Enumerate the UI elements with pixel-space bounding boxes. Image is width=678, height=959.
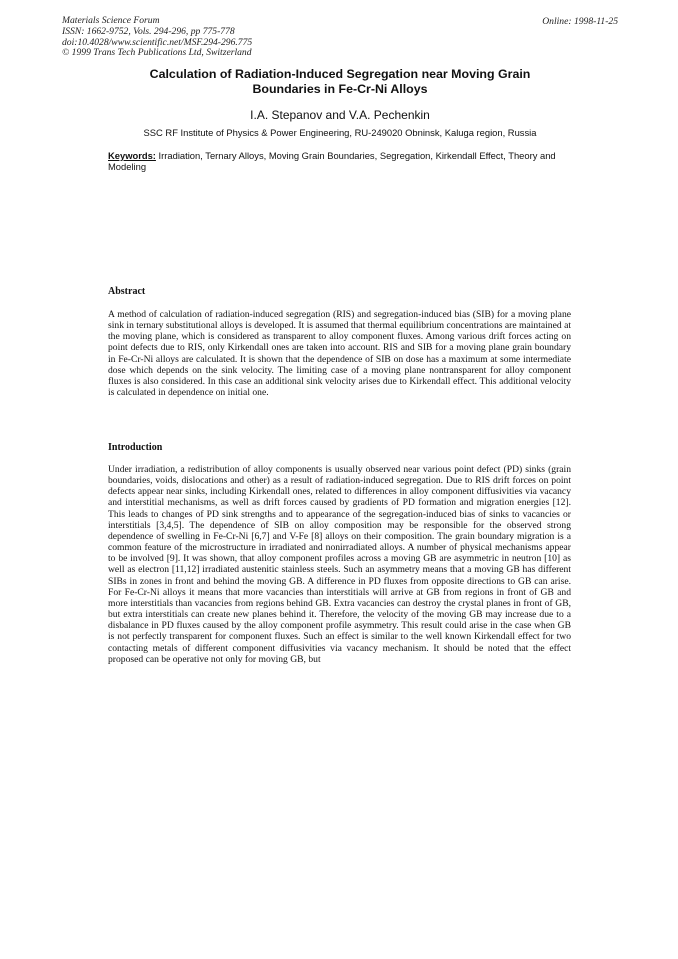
keywords-block [108, 150, 568, 172]
affiliation: SSC RF Institute of Physics & Power Engineering, RU-249020 Obninsk, Kaluga region, Russia [143, 127, 537, 138]
copyright-line: © 1999 Trans Tech Publications Ltd, Switzerland [62, 47, 252, 59]
online-date: Online: 1998-11-25 [542, 16, 618, 27]
paper-title [90, 67, 590, 96]
authors: I.A. Stepanov and V.A. Pechenkin [250, 108, 430, 122]
doi-line: doi:10.4028/www.scientific.net/MSF.294-296.775 [62, 36, 253, 48]
issn-line: ISSN: 1662-9752, Vols. 294-296, pp 775-778 [62, 25, 235, 37]
title-line-2: Boundaries in Fe-Cr-Ni Alloys [252, 81, 428, 96]
keywords-list: Irradiation, Ternary Alloys, Moving Grain Boundaries, Segregation, Kirkendall Effect, Theory and Modeling [108, 150, 556, 172]
keywords-label: Keywords: [108, 150, 156, 161]
introduction-text: Under irradiation, a redistribution of alloy components is usually observed near various point defect (PD) sinks (grain boundaries, voids, dislocations and other) as a result of radiation-induced segregation. Due to RIS drift forces on point defects appear near sinks, including Kirkendall ones, related to differences in alloy component diffusivities via vacancy and interstitial mechanisms, as well as drift forces caused by gradients of PD formation and migration energies [12]. This leads to changes of PD sink strengths and to appearance of the segregation-induced bias of sinks to vacancies or interstitials [3,4,5]. The dependence of SIB on alloy composition may be responsible for the observed strong dependence of swelling in Fe-Cr-Ni [6,7] and V-Fe [8] alloys on their composition. The grain boundary migration is a common feature of the microstructure in irradiated and nonirradiated alloys. A number of physical mechanisms appear to be involved [9]. It was shown, that alloy component profiles across a moving GB are asymmetric in neutron [10] as well as electron [11,12] irradiated austenitic stainless steels. Such an asymmetry means that a moving GB has different SIBs in zones in front and behind the moving GB. A difference in PD fluxes from opposite directions to GB can arise. For Fe-Cr-Ni alloys it means that more vacancies than interstitials will arrive at GB from regions in front of GB and more interstitials than vacancies from regions behind GB. Extra vacancies can destroy the crystal planes in front of GB, but extra interstitials can create new planes behind it. Therefore, the velocity of the moving GB may increase due to a disbalance in PD fluxes caused by the alloy component profile asymmetry. This result could arise in the case when GB is not perfectly transparent for component fluxes. Such an effect is similar to the well known Kirkendall effect for two contacting metals of different component diffusivities via vacancy mechanism. It should be noted that the effect proposed can be operative not only for moving GB, but [108, 464, 571, 665]
journal-name: Materials Science Forum [62, 15, 160, 26]
title-line-1: Calculation of Radiation-Induced Segregation near Moving Grain [149, 67, 531, 81]
introduction-heading: Introduction [108, 442, 163, 453]
abstract-text: A method of calculation of radiation-induced segregation (RIS) and segregation-induced bias (SIB) for a moving plane sink in ternary substitutional alloys is developed. It is assumed that thermal equilibrium concentrations are maintained at the moving plane, which is considered as transparent to alloy component fluxes. Among various drift forces acting on point defects due to RIS, only Kirkendall ones are taken into account. RIS and SIB for a moving plane grain boundary in Fe-Cr-Ni alloys are calculated. It is shown that the dependence of SIB on dose has a maximum at some intermediate dose which depends on the sink velocity. The limiting case of a moving plane nontransparent for alloy component fluxes is also considered. In this case an additional sink velocity arises due to Kirkendall effect. This additional velocity is calculated in dependence on initial one. [108, 309, 571, 399]
abstract-heading: Abstract [108, 286, 146, 297]
publication-meta [62, 16, 252, 59]
